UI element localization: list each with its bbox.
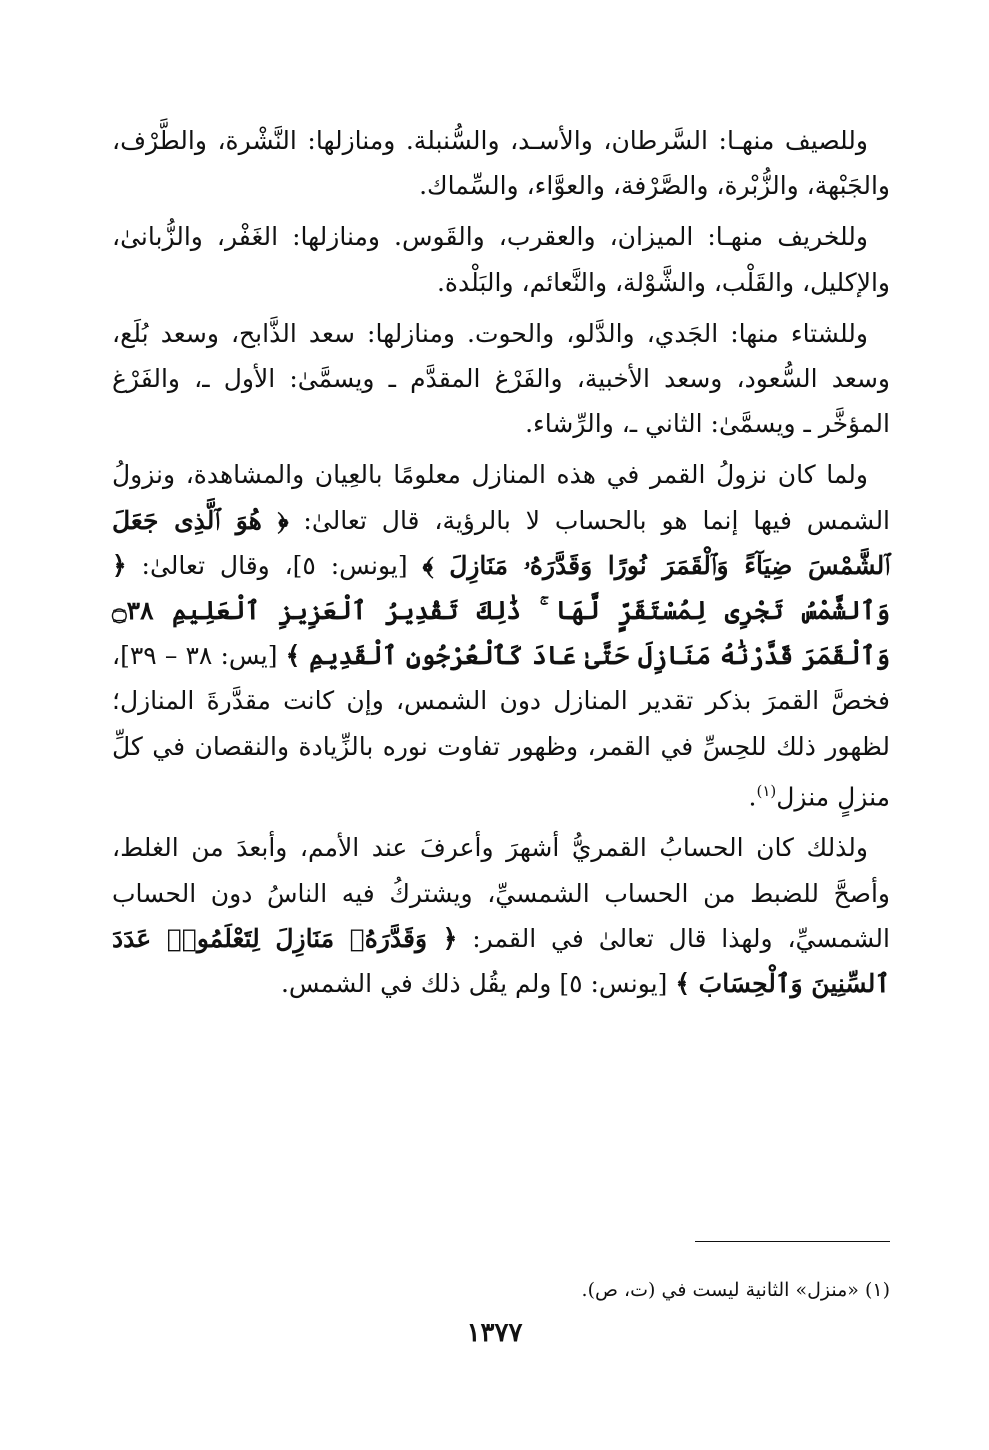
footnote-text: «منزل» الثانية ليست في (ت، ص). [581,1279,865,1301]
para4-text-2: [يس: ٣٨ – ٣٩]، فخصَّ القمرَ بذكر تقدير المنازل دون الشمس، وإن كانت مقدَّرةَ المنازل؛ لظهور ذلك للحِسِّ في القمر، وظهور تفاوت نوره بالزِّيادة والنقصان في كلِّ منزلٍ منزل [112,641,890,812]
quran-quote-yunus: ﴿ هُوَ ٱلَّذِى جَعَلَ ٱلشَّمْسَ ضِيَآءً وَٱلْقَمَرَ نُورًا وَقَدَّرَهُۥ مَنَازِلَ ﴾ [112,505,891,580]
para4-text-1: ولما كان نزولُ القمر في هذه المنازل معلومًا بالعِيان والمشاهدة، ونزولُ الشمس فيها إنما هو بالحساب لا بالرؤية، قال تعالىٰ: [112,460,891,535]
paragraph-lunar-calendar [112,825,890,1006]
para5-text-1: ولذلك كان الحسابُ القمريُّ أشهرَ وأعرفَ عند الأمم، وأبعدَ من الغلط، وأصحَّ للضبط من الحساب الشمسيِّ، ويشتركُ فيه الناسُ دون الحساب الشمسيِّ، ولهذا قال تعالىٰ في القمر: [112,833,890,953]
footnote-reference: (١) [756,781,777,800]
paragraph-moon-houses [112,452,890,819]
quran-quote-counting-years: ﴿ وَقَدَّرَهُۥ مَنَازِلَ لِتَعْلَمُوا۟ عَدَدَ ٱلسِّنِينَ وَٱلْحِسَابَ ﴾ [112,923,890,998]
paragraph-summer: وللصيف منهـا: السَّرطان، والأسـد، والسُّنبلة. ومنازلها: النَّشْرة، والطَّرْف، والجَبْهة، والزُّبْرة، والصَّرْفة، والعوَّاء، والسِّماك. [112,126,890,201]
para5-text-2: [يونس: ٥] ولم يقُل ذلك في الشمس. [280,968,676,998]
para4-reference-1: [يونس: ٥]، وقال تعالىٰ: [126,550,423,580]
paragraph-autumn: وللخريف منهـا: الميزان، والعقرب، والقَوس. ومنازلها: الغَفْر، والزُّبانىٰ، والإكليل، والقَلْب، والشَّوْلة، والنَّعائم، والبَلْدة. [112,222,890,297]
para4-text-3: . [748,782,757,812]
page-number: ١٣٧٧ [466,1318,523,1348]
footnote [112,1276,890,1304]
paragraph-winter: وللشتاء منها: الجَدي، والدَّلو، والحوت. ومنازلها: سعد الذَّابح، وسعد بُلَع، وسعد السُّعود، وسعد الأخبية، والفَرْغ المقدَّم ـ ويسمَّىٰ: الأول ـ، والفَرْغ المؤخَّر ـ ويسمَّىٰ: الثاني ـ، والرِّشاء. [112,318,890,439]
quran-quote-yasin: ﴿ وَٱلشَّمْسُ تَجْرِى لِمُسْتَقَرٍّ لَّهَا ۚ ذَٰلِكَ تَقْدِيرُ ٱلْعَزِيزِ ٱلْعَلِيمِ ۝٣٨ وَٱلْقَمَرَ قَدَّرْنَٰهُ مَنَازِلَ حَتَّىٰ عَادَ كَٱلْعُرْجُونِ ٱلْقَدِيمِ ﴾ [112,550,891,671]
footnote-marker: (١) [864,1279,890,1301]
main-text [112,118,890,1012]
footnote-separator [695,1241,890,1242]
